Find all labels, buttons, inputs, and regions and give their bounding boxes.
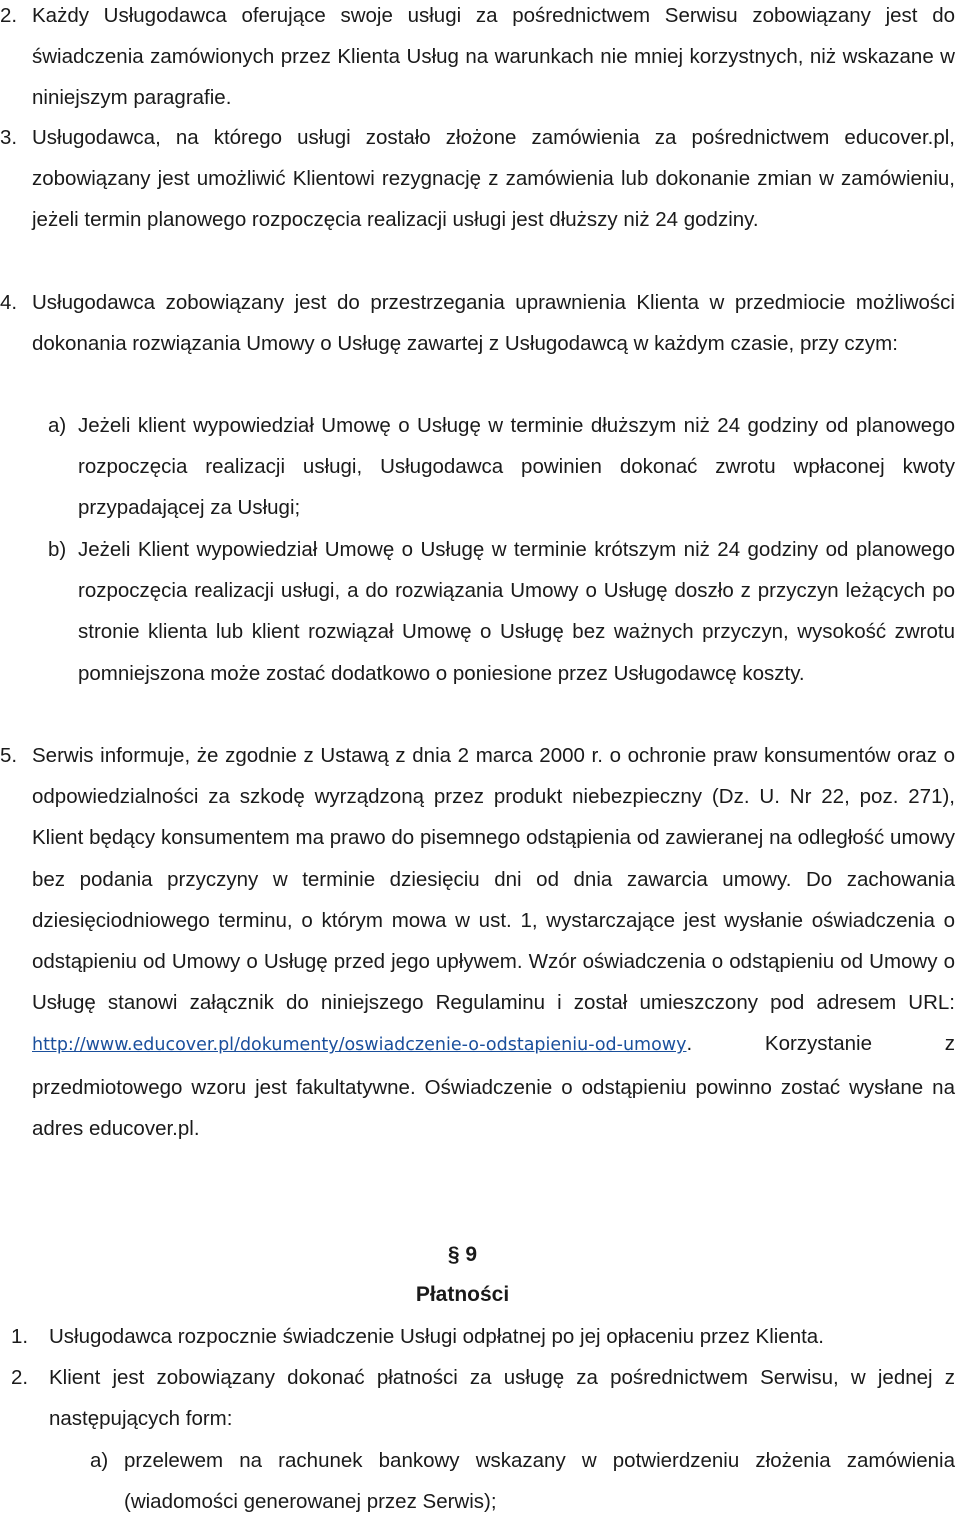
section-title: Płatności bbox=[415, 1283, 510, 1306]
paragraph-4 bbox=[0, 282, 955, 364]
payment-item-2a bbox=[90, 1440, 955, 1522]
paragraph-text: Serwis informuje, że zgodnie z Ustawą z dnia 2 marca 2000 r. o ochronie praw konsumentów oraz o odpowiedzialności za szkodę wyrządzoną przez produkt niebezpieczny (Dz. U. Nr 22, poz. 271), Klient będący konsumentem ma prawo do pisemnego odstąpienia od zawieranej na odległość umowy bez podania przyczyny w terminie dziesięciu dni od dnia zawarcia umowy. Do zachowania dziesięciodniowego terminu, o którym mowa w ust. 1, wystarczające jest wysłanie oświadczenia o odstąpieniu od Umowy o Usługę przed jego upływem. Wzór oświadczenia o odstąpieniu od Umowy o Usługę stanowi załącznik do niniejszego Regulaminu i został umieszczony pod adresem URL: bbox=[32, 744, 955, 1015]
paragraph-4b bbox=[48, 529, 955, 694]
paragraph-text: Każdy Usługodawca oferujące swoje usługi za pośrednictwem Serwisu zobowiązany jest do świadczenia zamówionych przez Klienta Usług na warunkach nie mniej korzystnych, niż wskazane w niniejszym paragrafie. bbox=[32, 4, 955, 110]
paragraph-number: 4. bbox=[0, 291, 18, 314]
paragraph-number: 2. bbox=[0, 4, 18, 27]
payment-item-2 bbox=[11, 1357, 955, 1439]
item-text: Usługodawca rozpocznie świadczenie Usługi odpłatnej po jej opłaceniu przez Klienta. bbox=[49, 1325, 824, 1348]
paragraph-number: 3. bbox=[0, 126, 18, 149]
paragraph-3 bbox=[0, 117, 955, 241]
paragraph-text: Jeżeli klient wypowiedział Umowę o Usługę w terminie dłuższym niż 24 godziny od planowego rozpoczęcia realizacji usługi, Usługodawca powinien dokonać zwrotu wpłaconej kwoty przypadającej za Usługi; bbox=[78, 414, 955, 520]
paragraph-4a bbox=[48, 405, 955, 529]
paragraph-text: Usługodawca, na którego usługi zostało złożone zamówienia za pośrednictwem educover.pl, zobowiązany jest umożliwić Klientowi rezygnację z zamówienia lub dokonanie zmian w zamówieniu, jeżeli termin planowego rozpoczęcia realizacji usługi jest dłuższy niż 24 godziny. bbox=[32, 126, 955, 232]
paragraph-5 bbox=[0, 735, 955, 1149]
paragraph-letter: a) bbox=[48, 414, 67, 437]
paragraph-text-continued: . Korzystanie z przedmiotowego wzoru jest fakultatywne. Oświadczenie o odstąpieniu powinno zostać wysłane na adres educover.pl. bbox=[32, 1032, 955, 1140]
item-number: 1. bbox=[11, 1325, 29, 1348]
item-number: 2. bbox=[11, 1366, 29, 1389]
paragraph-2 bbox=[0, 0, 955, 119]
paragraph-text: Usługodawca zobowiązany jest do przestrzegania uprawnienia Klienta w przedmiocie możliwości dokonania rozwiązania Umowy o Usługę zawartej z Usługodawcą w każdym czasie, przy czym: bbox=[32, 291, 955, 356]
paragraph-letter: b) bbox=[48, 538, 67, 561]
item-letter: a) bbox=[90, 1449, 109, 1472]
item-text: przelewem na rachunek bankowy wskazany w potwierdzeniu złożenia zamówienia (wiadomości generowanej przez Serwis); bbox=[124, 1449, 955, 1514]
payment-item-1 bbox=[11, 1316, 955, 1357]
section-number: § 9 bbox=[447, 1243, 478, 1266]
paragraph-text: Jeżeli Klient wypowiedział Umowę o Usługę w terminie krótszym niż 24 godziny od planowego rozpoczęcia realizacji usługi, a do rozwiązania Umowy o Usługę doszło z przyczyn leżących po stronie klienta lub klient rozwiązał Umowę o Usługę bez ważnych przyczyn, wysokość zwrotu pomniejszona może zostać dodatkowo o poniesione przez Usługodawcę koszty. bbox=[78, 538, 955, 685]
item-text: Klient jest zobowiązany dokonać płatności za usługę za pośrednictwem Serwisu, w jednej z następujących form: bbox=[49, 1366, 955, 1431]
paragraph-number: 5. bbox=[0, 744, 18, 767]
statement-form-link[interactable]: http://www.educover.pl/dokumenty/oswiadczenie-o-odstapieniu-od-umowy bbox=[32, 1035, 687, 1056]
